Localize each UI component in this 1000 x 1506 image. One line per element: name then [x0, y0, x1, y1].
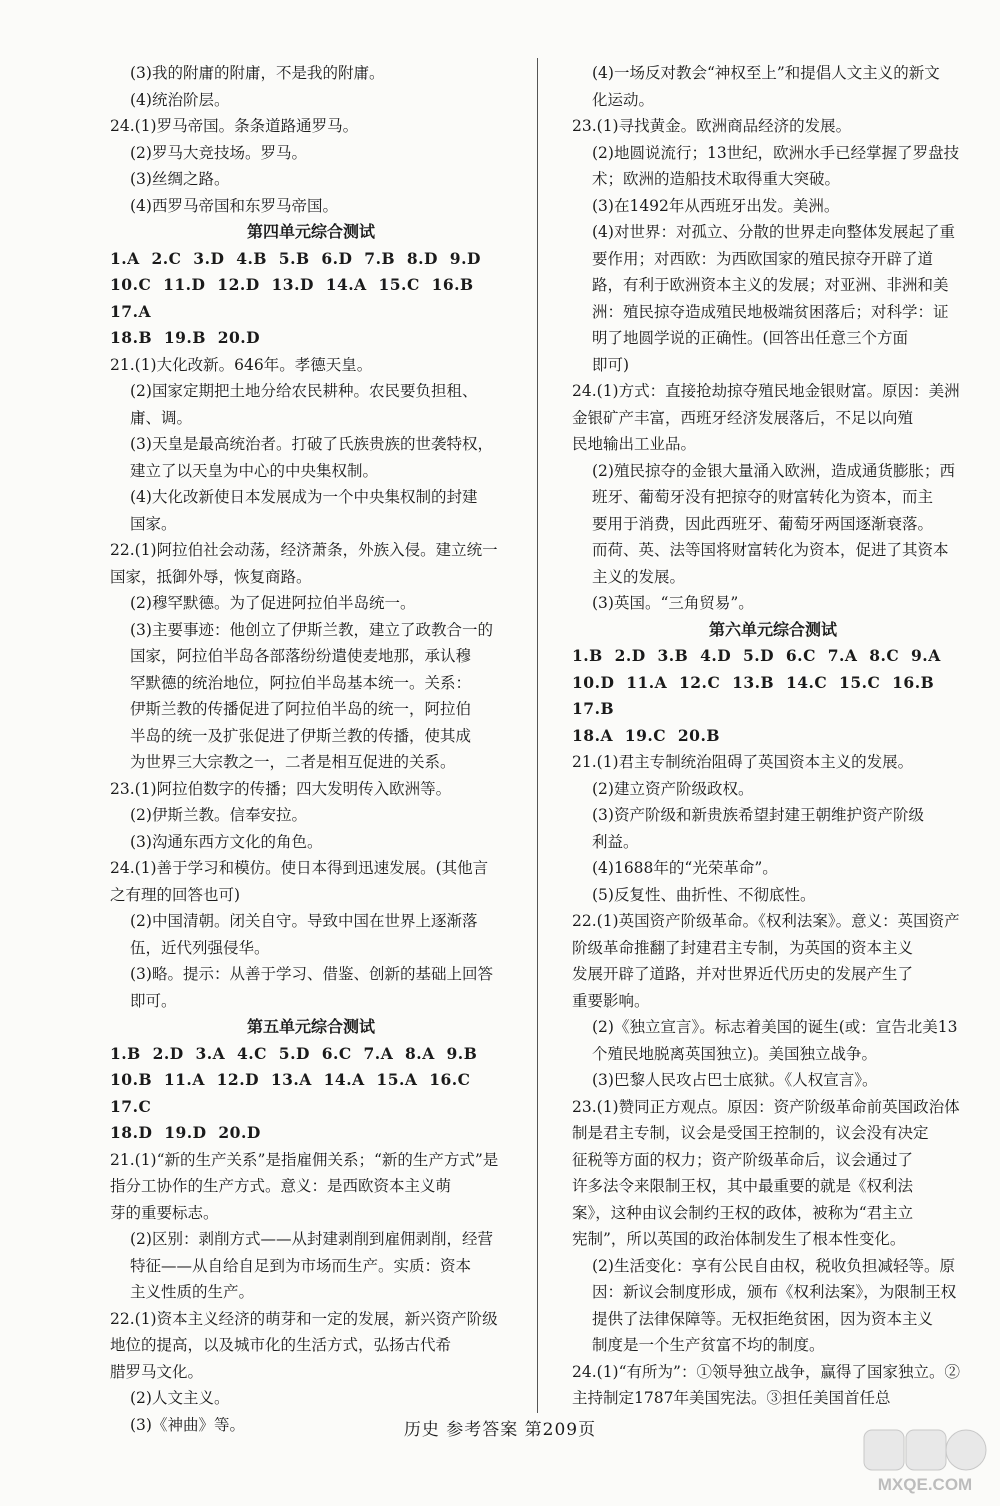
- page-footer: 历史 参考答案 第209页: [403, 1420, 597, 1440]
- sub-answer: (3)丝绸之路。: [130, 170, 230, 188]
- sub-answer: (2)人文主义。: [130, 1389, 230, 1407]
- question-item: 24.(1)善于学习和模仿。使日本得到迅速发展。(其他言 之有理的回答也可): [110, 859, 489, 904]
- answer-key-row: 1.B 2.D 3.A 4.C 5.D 6.C 7.A 8.A 9.B: [110, 1043, 478, 1063]
- sub-answer: (4)西罗马帝国和东罗马帝国。: [130, 196, 338, 215]
- sub-answer: (2)地圆说流行；13世纪，欧洲水手已经掌握了罗盘技 术；欧洲的造船技术取得重大突破。: [592, 143, 960, 188]
- answer-key-row: 10.D 11.A 12.C 13.B 14.C 15.C 16.B 17.B: [572, 672, 946, 718]
- sub-answer: (2)罗马大竞技场。罗马。: [130, 143, 307, 162]
- answer-key-row: 10.B 11.A 12.D 13.A 14.A 15.A 16.C 17.C: [110, 1070, 483, 1116]
- sub-answer: (3)巴黎人民攻占巴士底狱。《人权宣言》。: [592, 1071, 878, 1089]
- column-divider: [537, 58, 538, 1413]
- left-column: [110, 60, 512, 1438]
- sub-answer: (3)略。提示：从善于学习、借鉴、创新的基础上回答 即可。: [130, 965, 493, 1010]
- answer-key-row: 18.B 19.B 20.D: [110, 328, 261, 347]
- answer-key-row: 1.B 2.D 3.B 4.D 5.D 6.C 7.A 8.C 9.A: [572, 646, 941, 665]
- sub-answer: (3)沟通东西方文化的角色。: [130, 832, 323, 851]
- sub-answer: (3)英国。“三角贸易”。: [592, 594, 754, 612]
- answer-key-row: 18.D 19.D 20.D: [110, 1123, 261, 1142]
- question-item: 23.(1)寻找黄金。欧洲商品经济的发展。: [572, 117, 852, 135]
- sub-answer: (2)国家定期把土地分给农民耕种。农民要负担租、 庸、调。: [130, 382, 478, 427]
- section-heading: 第六单元综合测试: [708, 619, 837, 639]
- watermark-logo: [862, 1426, 988, 1496]
- question-item: 23.(1)阿拉伯数字的传播；四大发明传入欧洲等。: [110, 779, 452, 798]
- svg-text:MXQE.COM: MXQE.COM: [877, 1475, 973, 1494]
- sub-answer: (2)建立资产阶级政权。: [592, 779, 754, 798]
- section-heading: 第五单元综合测试: [246, 1017, 375, 1036]
- section-heading: 第四单元综合测试: [246, 222, 375, 241]
- answer-key-row: 10.C 11.D 12.D 13.D 14.A 15.C 16.B 17.A: [110, 275, 486, 321]
- question-item: 21.(1)大化改新。646年。孝德天皇。: [110, 355, 373, 374]
- sub-answer: (2)穆罕默德。为了促进阿拉伯半岛统一。: [130, 594, 416, 612]
- sub-answer: (3)资产阶级和新贵族希望封建王朝维护资产阶级 利益。: [592, 806, 924, 851]
- sub-answer: (4)对世界：对孤立、分散的世界走向整体发展起了重 要作用；对西欧：为西欧国家的殖民掠夺开辟了道 路，有利于欧洲资本主义的发展；对亚洲、非洲和美 洲：殖民掠夺造成殖民地极端贫困落后；对科学：证 明了地圆学说的正确性。(回答出任意三个方面 即可): [592, 223, 955, 374]
- answer-key-row: 18.A 19.C 20.B: [572, 725, 720, 745]
- sub-answer: (2)区别：剥削方式——从封建剥削到雇佣剥削，经营 特征——从自给自足到为市场而生产。实质：资本 主义性质的生产。: [130, 1230, 493, 1301]
- answer-key-row: 1.A 2.C 3.D 4.B 5.B 6.D 7.B 8.D 9.D: [110, 248, 481, 268]
- sub-answer: (4)统治阶层。: [130, 90, 230, 109]
- question-item: 24.(1)“有所为”：①领导独立战争，赢得了国家独立。② 主持制定1787年美国宪法。③担任美国首任总: [572, 1362, 960, 1407]
- sub-answer: (2)生活变化：享有公民自由权，税收负担减轻等。原 因：新议会制度形成，颁布《权利法案》，为限制王权 提供了法律保障等。无权拒绝贫困，因为资本主义 制度是一个生产贫富不均的制度。: [592, 1256, 957, 1354]
- sub-answer: (2)殖民掠夺的金银大量涌入欧洲，造成通货膨胀；西 班牙、葡萄牙没有把掠夺的财富转化为资本，而主 要用于消费，因此西班牙、葡萄牙两国逐渐衰落。 而荷、英、法等国将财富转化为资本，促进了其资本 主义的发展。: [592, 461, 955, 586]
- sub-answer: (3)《神曲》等。: [130, 1415, 245, 1434]
- sub-answer: (4)大化改新使日本发展成为一个中央集权制的封建 国家。: [130, 488, 478, 533]
- question-item: 21.(1)“新的生产关系”是指雇佣关系；“新的生产方式”是 指分工协作的生产方式。意义：是西欧资本主义萌 芽的重要标志。: [110, 1150, 499, 1222]
- sub-answer: (4)一场反对教会“神权至上”和提倡人文主义的新文 化运动。: [592, 64, 940, 109]
- question-item: 22.(1)资本主义经济的萌芽和一定的发展，新兴资产阶级 地位的提高，以及城市化的生活方式，弘扬古代希 腊罗马文化。: [110, 1309, 498, 1381]
- sub-answer: (3)主要事迹：他创立了伊斯兰教，建立了政教合一的 国家，阿拉伯半岛各部落纷纷遣使麦地那，承认穆 罕默德的统治地位，阿拉伯半岛基本统一。关系： 伊斯兰教的传播促进了阿拉伯半岛的统一，阿拉伯 半岛的统一及扩张促进了伊斯兰教的传播，使其成 为世界三大宗教之一，二者是相互促进的关系。: [130, 620, 493, 771]
- question-item: 24.(1)方式：直接抢劫掠夺殖民地金银财富。原因：美洲 金银矿产丰富，西班牙经济发展落后，不足以向殖 民地输出工业品。: [572, 382, 960, 453]
- sub-answer: (2)中国清朝。闭关自守。导致中国在世界上逐渐落 伍，近代列强侵华。: [130, 912, 478, 957]
- question-item: 23.(1)赞同正方观点。原因：资产阶级革命前英国政治体 制是君主专制，议会是受国王控制的，议会没有决定 征税等方面的权力；资产阶级革命后，议会通过了 许多法令来限制王权，其中最重要的就是《权利法 案》，这种由议会制约王权的政体，被称为“君主立 宪制”，所以英国的政治体制发生了根本性变化。: [572, 1097, 960, 1248]
- sub-answer: (3)天皇是最高统治者。打破了氏族贵族的世袭特权， 建立了以天皇为中心的中央集权制。: [130, 435, 493, 480]
- sub-answer: (3)我的附庸的附庸，不是我的附庸。: [130, 64, 385, 82]
- question-item: 21.(1)君主专制统治阻碍了英国资本主义的发展。: [572, 753, 914, 771]
- sub-answer: (2)伊斯兰教。信奉安拉。: [130, 806, 307, 824]
- sub-answer: (4)1688年的“光荣革命”。: [592, 859, 778, 877]
- question-item: 22.(1)阿拉伯社会动荡，经济萧条，外族入侵。建立统一 国家，抵御外辱，恢复商路。: [110, 541, 498, 586]
- question-item: 22.(1)英国资产阶级革命。《权利法案》。意义：英国资产 阶级革命推翻了封建君主专制，为英国的资本主义 发展开辟了道路，并对世界近代历史的发展产生了 重要影响。: [572, 912, 960, 1010]
- right-column: [572, 60, 974, 1412]
- sub-answer: (2)《独立宣言》。标志着美国的诞生(或：宣告北美13 个殖民地脱离英国独立)。美国独立战争。: [592, 1018, 958, 1063]
- question-item: 24.(1)罗马帝国。条条道路通罗马。: [110, 117, 359, 135]
- sub-answer: (5)反复性、曲折性、不彻底性。: [592, 885, 816, 904]
- sub-answer: (3)在1492年从西班牙出发。美洲。: [592, 196, 840, 215]
